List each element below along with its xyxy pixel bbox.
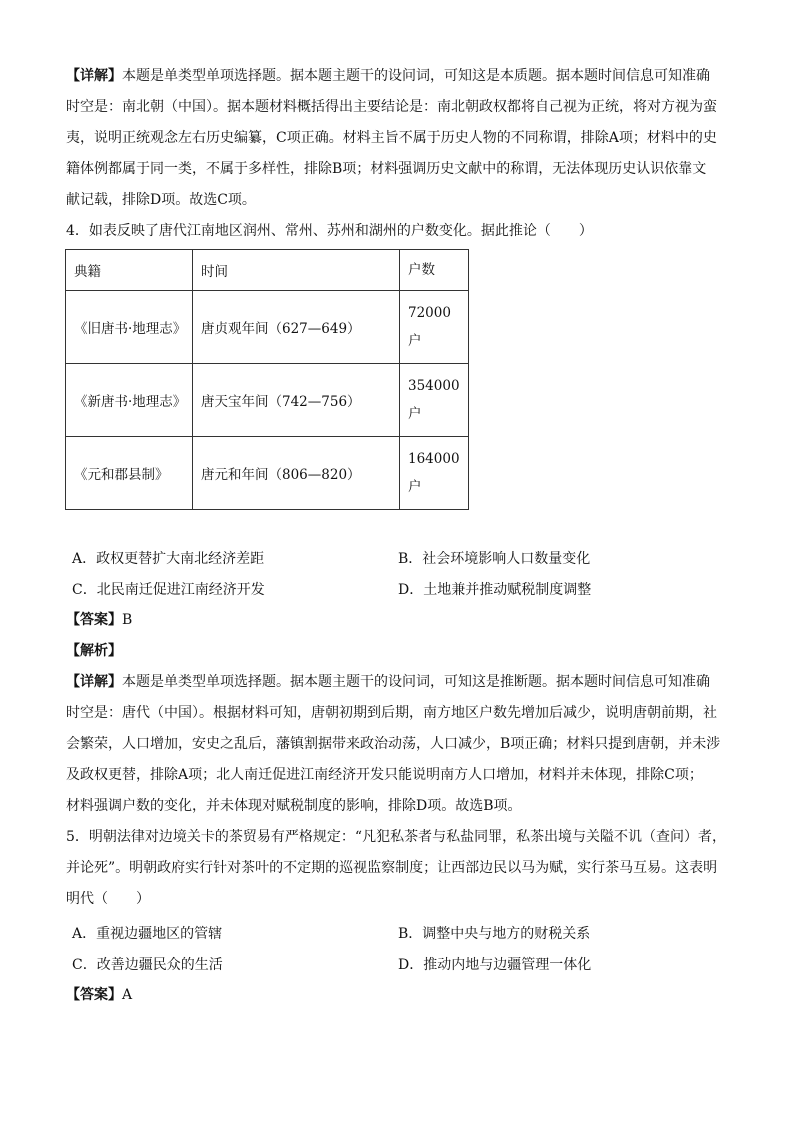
q5-stem-line-3: 明代（ ） — [66, 891, 150, 907]
table-header-period: 时间 — [193, 250, 400, 291]
q3-analysis-line-4: 籍体例都属于同一类，不属于多样性，排除B项；材料强调历史文献中的称谓，无法体现历史认识依靠文 — [66, 161, 707, 177]
q4-stem: 4．如表反映了唐代江南地区润州、常州、苏州和湖州的户数变化。据此推论（ ） — [66, 223, 593, 239]
answer-value: A — [122, 987, 133, 1003]
table-cell-source: 《旧唐书·地理志》 — [66, 291, 193, 364]
q4-option-c: C．北民南迁促进江南经济开发 — [72, 582, 265, 598]
detail-tag: 【详解】 — [66, 674, 122, 690]
table-cell-period: 唐贞观年间（627—649） — [193, 291, 400, 364]
q4-detail-line-3: 会繁荣，人口增加，安史之乱后，藩镇割据带来政治动荡，人口减少，B项正确；材料只提到唐朝，并未涉 — [66, 736, 721, 752]
q4-detail-line-2: 时空是：唐代（中国）。根据材料可知，唐朝初期到后期，南方地区户数先增加后减少，说明唐朝前期，社 — [66, 705, 717, 721]
detail-tag: 【详解】 — [66, 68, 122, 84]
q4-detail-line-5: 材料强调户数的变化，并未体现对赋税制度的影响，排除D项。故选B项。 — [66, 798, 522, 814]
q5-answer — [66, 980, 730, 1011]
q4-detail-line-1: 【详解】本题是单类型单项选择题。据本题主题干的设问词，可知这是推断题。据本题时间信息可知准确 — [66, 674, 710, 690]
table-cell-source: 《新唐书·地理志》 — [66, 364, 193, 437]
household-table — [65, 249, 469, 510]
table-header-source: 典籍 — [66, 250, 193, 291]
q4-option-d: D．土地兼并推动赋税制度调整 — [398, 582, 592, 598]
q3-analysis-line-3: 夷，说明正统观念左右历史编纂，C项正确。材料主旨不属于历史人物的不同称谓，排除A项；材料中的史 — [66, 130, 717, 146]
q4-analysis-heading: 【解析】 — [66, 643, 122, 659]
table-cell-households: 354000 户 — [400, 364, 469, 437]
q4-answer — [66, 605, 730, 636]
q4-detail-line-4: 及政权更替，排除A项；北人南迁促进江南经济开发只能说明南方人口增加，材料并未体现，排除C项； — [66, 767, 703, 783]
table-cell-period: 唐元和年间（806—820） — [193, 437, 400, 510]
table-header-households: 户数 — [400, 250, 469, 291]
table-header-row — [66, 250, 469, 291]
answer-tag: 【答案】 — [66, 987, 122, 1003]
q3-analysis-line-2: 时空是：南北朝（中国）。据本题材料概括得出主要结论是：南北朝政权都将自己视为正统，将对方视为蛮 — [66, 99, 717, 115]
table-cell-households: 72000 户 — [400, 291, 469, 364]
table-cell-period: 唐天宝年间（742—756） — [193, 364, 400, 437]
q4-option-b: B．社会环境影响人口数量变化 — [398, 551, 591, 567]
q5-option-d: D．推动内地与边疆管理一体化 — [398, 957, 592, 973]
q4-option-a: A．政权更替扩大南北经济差距 — [72, 551, 265, 567]
q5-stem-line-2: 并论死”。明朝政府实行针对茶叶的不定期的巡视监察制度；让西部边民以马为赋，实行茶马互易。这表明 — [66, 860, 718, 876]
q3-analysis-line-5: 献记载，排除D项。故选C项。 — [66, 192, 256, 208]
q3-analysis-line-1: 【详解】本题是单类型单项选择题。据本题主题干的设问词，可知这是本质题。据本题时间信息可知准确 — [66, 68, 710, 84]
table-row — [66, 291, 469, 364]
table-cell-source: 《元和郡县制》 — [66, 437, 193, 510]
q5-stem-line-1: 5．明朝法律对边境关卡的茶贸易有严格规定：“凡犯私茶者与私盐同罪，私茶出境与关隘不讥（查问）者， — [66, 829, 727, 845]
table-cell-households: 164000 户 — [400, 437, 469, 510]
q5-option-a: A．重视边疆地区的管辖 — [72, 926, 223, 942]
answer-tag: 【答案】 — [66, 612, 122, 628]
q5-option-b: B．调整中央与地方的财税关系 — [398, 926, 591, 942]
table-row — [66, 437, 469, 510]
table-row — [66, 364, 469, 437]
answer-value: B — [122, 612, 133, 628]
q5-option-c: C．改善边疆民众的生活 — [72, 957, 223, 973]
